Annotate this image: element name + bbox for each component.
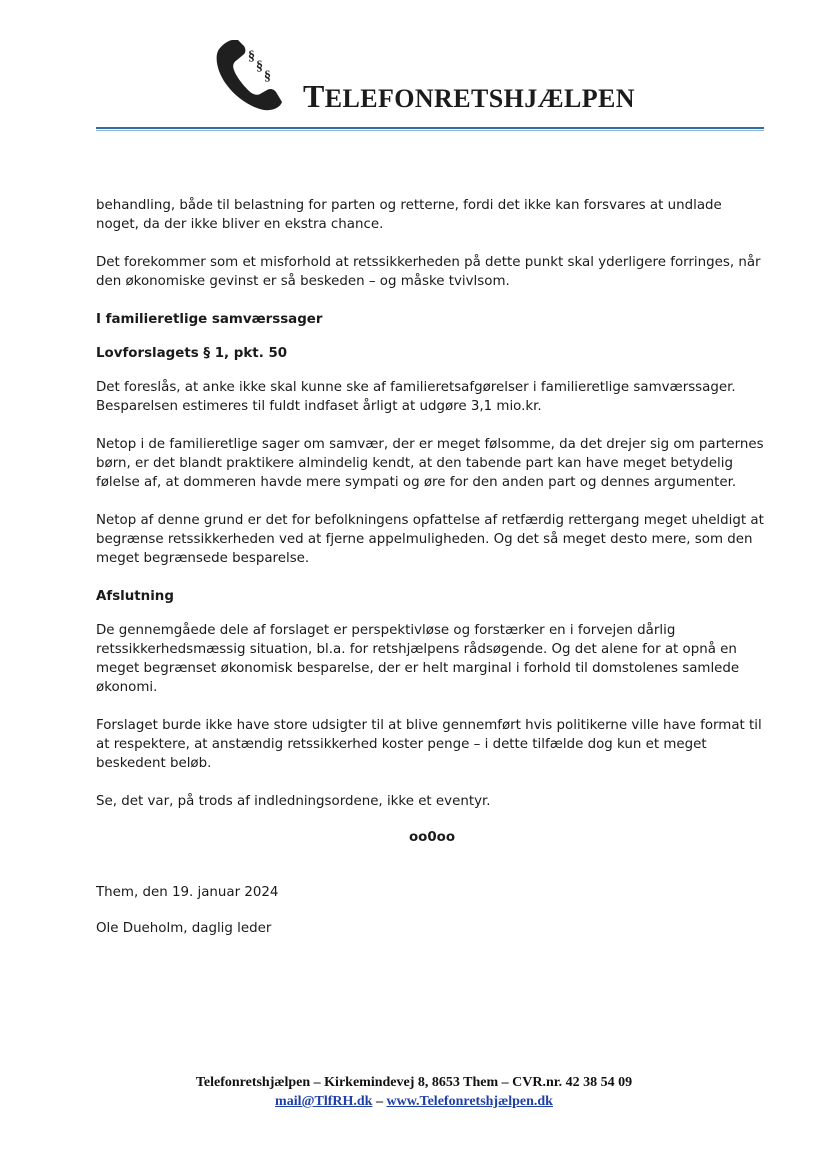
footer-dash: – <box>372 1094 387 1109</box>
paragraph: Netop af denne grund er det for befolkningens opfattelse af retfærdig rettergang meget uheldigt at begrænse retssikkerheden ved at fjerne appelmuligheden. Og det så meget desto mere, som den meget begrænsede besparelse. <box>96 513 764 566</box>
header-rule <box>96 127 764 129</box>
date-line: Them, den 19. januar 2024 <box>96 885 279 900</box>
letter-body <box>96 196 768 938</box>
svg-text:§: § <box>264 69 271 84</box>
paragraph: Forslaget burde ikke have store udsigter til at blive gennemført hvis politikerne ville have format til at respektere, at anstændig retssikkerhed koster penge – i dette tilfælde dog kun et meget beskedent beløb. <box>96 718 762 771</box>
letterhead <box>0 0 828 140</box>
svg-text:§: § <box>256 59 263 74</box>
brand-name <box>303 78 635 117</box>
footer <box>0 1073 828 1111</box>
email-link[interactable]: mail@TlfRH.dk <box>275 1094 373 1109</box>
paragraph: Det forekommer som et misforhold at retssikkerheden på dette punkt skal yderligere forringes, når den økonomiske gevinst er så beskeden – og måske tvivlsom. <box>96 255 761 289</box>
paragraph: De gennemgåede dele af forslaget er perspektivløse og forstærker en i forvejen dårlig retssikkerhedsmæssig situation, bl.a. for retshjælpens rådsøgende. Og det alene for at opnå en meget begrænset økonomisk besparelse, der er helt marginal i forhold til domstolenes samlede økonomi. <box>96 623 740 695</box>
telephone-paragraph-logo-icon <box>212 40 296 112</box>
brand-rest: ELEFONRETSHJÆLPEN <box>324 84 635 113</box>
section-heading: I familieretlige samværssager <box>96 312 323 327</box>
header-rule-shadow <box>96 130 764 131</box>
svg-text:§: § <box>248 49 255 64</box>
signature-line: Ole Dueholm, daglig leder <box>96 921 272 936</box>
paragraph: behandling, både til belastning for parten og retterne, fordi det ikke kan forsvares at undlade noget, da der ikke bliver en ekstra chance. <box>96 198 722 232</box>
section-heading: Afslutning <box>96 589 174 604</box>
website-link[interactable]: www.Telefonretshjælpen.dk <box>386 1094 553 1109</box>
paragraph: Se, det var, på trods af indledningsordene, ikke et eventyr. <box>96 794 491 809</box>
paragraph: Netop i de familieretlige sager om samvær, der er meget følsomme, da det drejer sig om parternes børn, er det blandt praktikere almindelig kendt, at den tabende part kan have meget betydelig følelse af, at dommeren havde mere sympati og øre for den anden part og dennes argumenter. <box>96 437 764 490</box>
separator: oo0oo <box>408 830 456 845</box>
footer-address: Telefonretshjælpen – Kirkemindevej 8, 8653 Them – CVR.nr. 42 38 54 09 <box>195 1075 633 1090</box>
subsection-heading: Lovforslagets § 1, pkt. 50 <box>96 346 288 361</box>
brand-initial: T <box>303 78 325 114</box>
paragraph: Det foreslås, at anke ikke skal kunne ske af familieretsafgørelser i familieretlige samværssager. Besparelsen estimeres til fuldt indfaset årligt at udgøre 3,1 mio.kr. <box>96 380 736 414</box>
footer-links <box>0 1092 828 1111</box>
